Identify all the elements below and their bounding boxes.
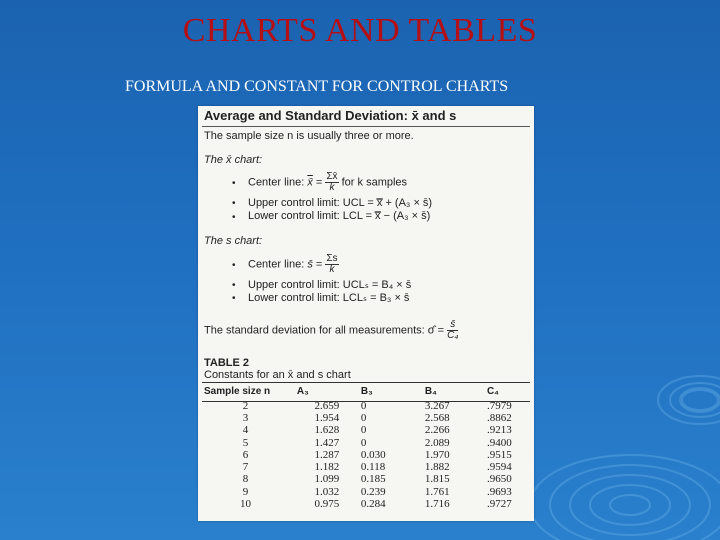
cell-c4: .9693 — [486, 485, 512, 498]
cell-a3: 1.182 — [314, 461, 340, 474]
table-row — [202, 437, 530, 449]
header-sample-size: Sample size n — [204, 386, 271, 397]
cell-c4: .7979 — [486, 399, 512, 412]
cell-b3: 0.284 — [360, 498, 386, 511]
std-dev-line — [204, 320, 458, 341]
table-row — [202, 400, 530, 412]
cell-a3: 1.032 — [314, 485, 340, 498]
cell-sample-size: 6 — [242, 448, 249, 461]
cell-b3: 0.030 — [360, 448, 386, 461]
slide-subtitle: FORMULA AND CONSTANT FOR CONTROL CHARTS — [125, 78, 509, 95]
bullet-icon: • — [232, 178, 236, 189]
header-b4: B₄ — [424, 386, 437, 397]
cell-sample-size: 4 — [242, 424, 249, 437]
s-lcl: Lower control limit: LCLₛ = B₃ × s̄ — [248, 292, 410, 304]
sigma-hat-symbol: σ̂ = — [427, 324, 445, 337]
cell-a3: 1.427 — [314, 436, 340, 449]
cell-b4: 1.970 — [424, 448, 450, 461]
cell-sample-size: 2 — [242, 399, 249, 412]
std-dev-text: The standard deviation for all measurements: — [204, 324, 425, 337]
header-a3: A₃ — [296, 386, 309, 397]
cell-sample-size: 10 — [239, 498, 251, 511]
cell-c4: .9515 — [486, 448, 512, 461]
header-b3: B₃ — [360, 386, 373, 397]
cell-b4: 2.568 — [424, 411, 450, 424]
xbar-chart-title: The x̄ chart: — [204, 154, 263, 166]
table-row — [202, 474, 530, 486]
cell-b3: 0 — [360, 411, 367, 424]
cell-b3: 0 — [360, 424, 367, 437]
cell-c4: .8862 — [486, 411, 512, 424]
xbar-center-line-label: Center line: — [248, 176, 305, 189]
formula-heading: Average and Standard Deviation: x̄ and s — [204, 108, 457, 123]
bullet-icon: • — [232, 212, 236, 223]
table-row — [202, 461, 530, 473]
cell-sample-size: 8 — [242, 473, 249, 486]
table-label: TABLE 2 — [204, 357, 250, 369]
table-row — [202, 412, 530, 424]
xbar-ucl: Upper control limit: UCL = x̿ + (A₃ × s̄) — [248, 197, 433, 209]
cell-b4: 1.882 — [424, 461, 450, 474]
cell-c4: .9727 — [486, 498, 512, 511]
xbar-double-bar-symbol: x̄ — [307, 176, 313, 189]
s-bar-symbol: s̄ — [307, 258, 313, 271]
cell-b4: 1.716 — [424, 498, 450, 511]
cell-c4: .9213 — [486, 424, 512, 437]
header-c4: C₄ — [486, 386, 499, 397]
xbar-center-line: Center line: x̄ = $\frac{\Sigma x̄}{k}$ for k samples — [248, 171, 408, 193]
cell-c4: .9650 — [486, 473, 512, 486]
s-ucl: Upper control limit: UCLₛ = B₄ × s̄ — [248, 279, 412, 291]
cell-b4: 1.815 — [424, 473, 450, 486]
s-chart-title: The s chart: — [204, 235, 263, 247]
table-row — [202, 486, 530, 498]
cell-b3: 0 — [360, 399, 367, 412]
cell-a3: 1.954 — [314, 411, 340, 424]
s-center-line-label: Center line: — [248, 258, 305, 271]
cell-sample-size: 3 — [242, 411, 249, 424]
bullet-icon: • — [232, 280, 236, 291]
cell-a3: 1.287 — [314, 448, 340, 461]
bullet-icon: • — [232, 198, 236, 209]
cell-sample-size: 5 — [242, 436, 249, 449]
table-row — [202, 425, 530, 437]
cell-b3: 0.118 — [360, 461, 386, 474]
cell-b3: 0.239 — [360, 485, 386, 498]
table-row — [202, 498, 530, 510]
cell-b4: 1.761 — [424, 485, 450, 498]
cell-a3: 1.628 — [314, 424, 340, 437]
cell-c4: .9594 — [486, 461, 512, 474]
cell-a3: 0.975 — [314, 498, 340, 511]
slide-title: CHARTS AND TABLES — [182, 12, 538, 49]
cell-c4: .9400 — [486, 436, 512, 449]
xbar-center-line-tail: for k samples — [341, 176, 408, 189]
s-center-line: Center line: s̄ = $\frac{\Sigma s}{k}$ — [248, 253, 338, 275]
cell-b3: 0 — [360, 436, 367, 449]
table-row — [202, 449, 530, 461]
formula-scan — [198, 106, 534, 521]
constants-table — [202, 383, 530, 511]
cell-a3: 1.099 — [314, 473, 340, 486]
cell-b4: 2.266 — [424, 424, 450, 437]
table-caption: Constants for an x̄ and s chart — [204, 369, 351, 381]
bullet-icon: • — [232, 260, 236, 271]
cell-b4: 2.089 — [424, 436, 450, 449]
intro-text: The sample size n is usually three or more. — [204, 130, 414, 142]
xbar-lcl: Lower control limit: LCL = x̿ − (A₃ × s̄) — [248, 210, 431, 222]
cell-sample-size: 7 — [242, 461, 249, 474]
xbar-center-fraction: $\frac{\Sigma x̄}{k}$ — [326, 171, 338, 193]
cell-sample-size: 9 — [242, 485, 249, 498]
cell-b4: 3.267 — [424, 399, 450, 412]
cell-a3: 2.659 — [314, 399, 340, 412]
s-center-fraction: $\frac{\Sigma s}{k}$ — [326, 253, 338, 275]
table-header-row — [202, 383, 530, 400]
bullet-icon: • — [232, 293, 236, 304]
heading-divider — [202, 126, 530, 127]
cell-b3: 0.185 — [360, 473, 386, 486]
std-dev-fraction: $\frac{s̄}{\text{C₄}}$ — [447, 319, 459, 341]
